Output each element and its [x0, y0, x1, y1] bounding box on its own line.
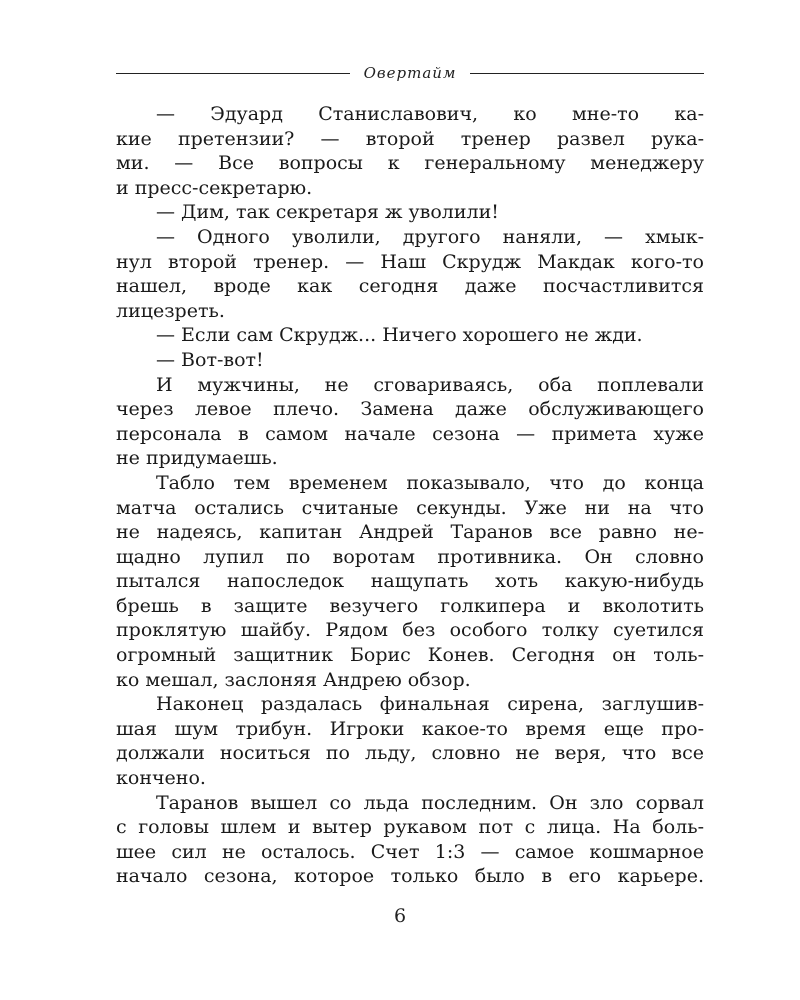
text-line: проклятую шайбу. Рядом без особого толку суетился	[116, 619, 704, 642]
text-line: не надеясь, капитан Андрей Таранов все равно не-	[116, 521, 704, 544]
text-line: — Одного уволили, другого наняли, — хмык-	[156, 225, 704, 248]
page-number: 6	[393, 905, 407, 927]
text-line: нашел, вроде как сегодня даже посчастливится	[116, 275, 704, 298]
text-line: персонала в самом начале сезона — примета хуже	[116, 422, 704, 445]
text-line: ко мешал, заслоняя Андрею обзор.	[116, 668, 471, 691]
text-line: — Вот-вот!	[156, 348, 264, 371]
text-line: огромный защитник Борис Конев. Сегодня он толь-	[116, 644, 704, 667]
text-line: — Эдуард Станиславович, ко мне-то ка-	[156, 103, 704, 125]
text-line: через левое плечо. Замена даже обслуживающего	[116, 398, 704, 421]
body-text	[116, 102, 704, 889]
text-line: не придумаешь.	[116, 447, 278, 470]
text-line: и пресс-секретарю.	[116, 176, 313, 199]
text-line: Табло тем временем показывало, что до конца	[156, 471, 704, 494]
text-line: брешь в защите везучего голкипера и вколотить	[116, 594, 704, 617]
running-header	[116, 62, 704, 84]
text-line: щадно лупил по воротам противника. Он словно	[116, 545, 704, 568]
text-line: кие претензии? — второй тренер развел рука-	[116, 127, 704, 150]
text-line: нул второй тренер. — Наш Скрудж Макдак кого-то	[116, 250, 704, 273]
text-line: Таранов вышел со льда последним. Он зло сорвал	[156, 791, 704, 814]
text-line: должали носиться по льду, словно не веря, что все	[116, 742, 704, 765]
text-line: шая шум трибун. Игроки какое-то время еще про-	[116, 717, 704, 740]
text-line: Наконец раздалась финальная сирена, заглушив-	[156, 693, 704, 716]
text-line: пытался напоследок нащупать хоть какую-нибудь	[116, 570, 704, 593]
header-rule-left	[116, 73, 350, 74]
text-line: ми. — Все вопросы к генеральному менеджеру	[116, 152, 704, 175]
running-title: Овертайм	[363, 64, 457, 82]
text-line: лицезреть.	[116, 299, 225, 322]
text-line: — Дим, так секретаря ж уволили!	[156, 201, 499, 224]
text-line: — Если сам Скрудж... Ничего хорошего не жди.	[156, 324, 643, 347]
text-line: кончено.	[116, 767, 206, 790]
text-line: с головы шлем и вытер рукавом пот с лица. На боль-	[116, 816, 704, 839]
text-line: шее сил не осталось. Счет 1:3 — самое кошмарное	[116, 840, 704, 863]
text-line: И мужчины, не сговариваясь, оба поплевали	[156, 373, 704, 396]
header-rule-right	[470, 73, 704, 74]
text-line: матча остались считаные секунды. Уже ни на что	[116, 496, 704, 519]
text-line: начало сезона, которое только было в его карьере.	[116, 865, 704, 888]
